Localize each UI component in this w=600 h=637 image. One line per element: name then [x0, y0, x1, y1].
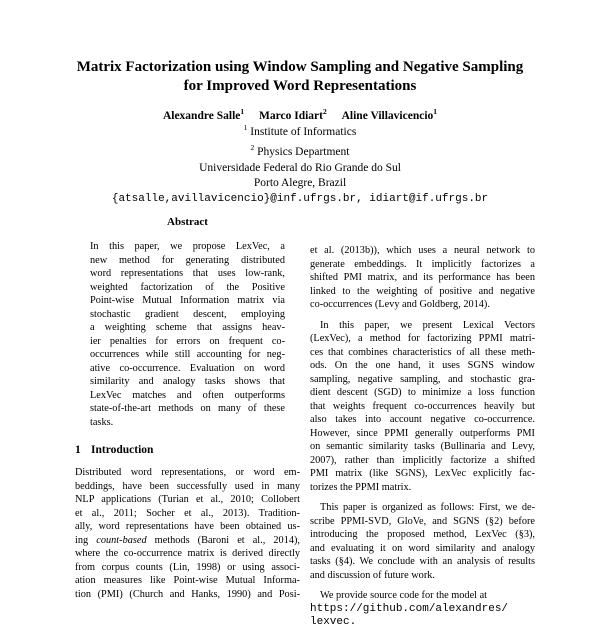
abstract-line: occurrences while still accounting for neg- — [90, 349, 285, 360]
intro-line: NLP applications (Turian et al., 2010; Collobert — [75, 494, 300, 505]
body-line: also takes into account negative co-occurrence. — [310, 414, 535, 425]
body-line: (LexVec), a method for factorizing PPMI matri- — [310, 333, 535, 344]
body-line: ces that combines characteristics of all these meth- — [310, 346, 535, 358]
title-line-1: Matrix Factorization using Window Sampling and Negative Sampling — [76, 59, 524, 75]
abstract-line: In this paper, we propose LexVec, a — [90, 241, 285, 252]
abstract-body — [75, 240, 300, 429]
intro-line: where the co-occurrence matrix is derived directly — [75, 548, 300, 559]
body-line: In this paper, we present Lexical Vectors — [320, 319, 535, 331]
affil-mark: 2 — [250, 143, 255, 153]
body-line: However, since PPMI generally outperforms PMI — [310, 427, 535, 439]
affiliation-1 — [40, 120, 560, 140]
intro-line: ation measures like Point-wise Mutual Informa- — [75, 575, 300, 586]
body-line: linked to the weighting of positive and negative — [310, 285, 535, 297]
university: Universidade Federal do Rio Grande do Sul — [199, 161, 401, 174]
body-line: on semantic similarity tasks (Bullinaria and Levy, — [310, 441, 535, 452]
source-code-link-continued[interactable]: lexvec. — [310, 616, 357, 628]
abstract-line: a weighting scheme that assigns heav- — [90, 322, 285, 333]
body-line: ods. On the one hand, it uses SGNS window — [310, 360, 535, 371]
paragraph-1 — [310, 244, 535, 312]
body-line: We provide source code for the model at — [320, 590, 488, 601]
body-line: sampling, negative sampling, and stochastic gra- — [310, 373, 535, 385]
body-line: et al. (2013b)), which uses a neural network to — [310, 245, 535, 256]
email-addresses: {atsalle,avillavicencio}@inf.ufrgs.br, idiart@if.ufrgs.br — [111, 192, 489, 205]
intro-line: tion (PMI) (Church and Hanks, 1990) and Posi- — [75, 588, 300, 600]
paper-title — [40, 58, 560, 96]
author-name: Aline Villavicencio — [341, 109, 434, 122]
body-line: tasks (§4). We conclude with an analysis of results — [310, 556, 535, 567]
intro-line-emphasis — [75, 534, 300, 548]
author-affil-mark: 2 — [322, 107, 327, 116]
paragraph-2 — [310, 319, 535, 495]
body-line: and evaluating it on word similarity and analogy — [310, 542, 535, 554]
intro-line: ally, word representations have been obtained us- — [75, 521, 300, 532]
body-line: and discussion of future work. — [310, 569, 435, 581]
intro-line: et al., 2011; Socher et al., 2013). Tradition- — [75, 507, 300, 519]
affiliation-2 — [40, 140, 560, 160]
intro-text: methods (Baroni et al., 2014), — [146, 534, 300, 546]
section-title: Introduction — [91, 444, 154, 456]
intro-emphasis: count-based — [96, 534, 147, 546]
right-column — [310, 244, 535, 637]
body-line: that weights frequent co-occurrences heavily but — [310, 400, 535, 412]
section-number: 1 — [75, 444, 81, 456]
author-affil-mark: 1 — [240, 107, 245, 116]
source-code-link[interactable]: https://github.com/alexandres/ — [310, 602, 509, 615]
paragraph-4 — [310, 589, 535, 630]
title-line-2: for Improved Word Representations — [183, 78, 417, 94]
abstract-line: ative co-occurrence. Evaluation on word — [90, 362, 285, 374]
abstract-line: stochastic gradient descent, employing — [90, 308, 285, 320]
body-line: dient descent (SGD) to minimize a loss function — [310, 387, 535, 398]
abstract-line: state-of-the-art methods on many of these — [90, 403, 285, 414]
left-column — [75, 215, 300, 601]
abstract-line: LexVec matches and often outperforms — [90, 389, 285, 401]
body-line: PMI matrix (like SGNS), LexVec explicitly fac- — [310, 468, 535, 479]
body-line: generate embeddings. It implicitly factorizes a — [310, 258, 535, 270]
affil-text: Institute of Informatics — [250, 125, 357, 138]
introduction-body — [75, 466, 300, 601]
abstract-line: word representations that uses low-rank, — [90, 268, 285, 279]
body-line: co-occurrences (Levy and Goldberg, 2014). — [310, 299, 490, 310]
author-affil-mark: 1 — [433, 107, 438, 116]
abstract-heading: Abstract — [167, 216, 208, 228]
intro-line: beddings, have been successfully used in many — [75, 480, 300, 492]
abstract-line: new method for generating distributed — [90, 254, 285, 266]
body-line: 2007), rather than implicitly factorize a shifted — [310, 454, 535, 466]
abstract-line: tasks. — [90, 416, 114, 428]
affil-mark: 1 — [243, 123, 248, 132]
author-name: Alexandre Salle — [162, 109, 241, 122]
intro-line: from corpus counts (Lin, 1998) or using associ- — [75, 561, 300, 573]
author-name: Marco Idiart — [259, 109, 323, 122]
affiliations — [40, 120, 560, 207]
body-line: This paper is organized as follows: First, we de- — [320, 502, 535, 513]
intro-line: Distributed word representations, or word em- — [75, 467, 300, 478]
intro-text: ing — [75, 534, 97, 546]
abstract-line: similarity and analogy tasks shows that — [90, 376, 285, 387]
paragraph-3 — [310, 501, 535, 582]
abstract-line: ier penalties for errors on frequent co- — [90, 335, 285, 347]
abstract-line: weighted factorization of the Positive — [90, 281, 285, 293]
section-heading-introduction — [75, 443, 300, 457]
affil-text: Physics Department — [257, 146, 350, 159]
body-line: scribe PPMI-SVD, GloVe, and SGNS (§2) before — [310, 515, 535, 527]
body-line: introducing the proposed method, LexVec (§3), — [310, 529, 535, 540]
body-line: torizes the PPMI matrix. — [310, 481, 412, 493]
city: Porto Alegre, Brazil — [253, 177, 347, 190]
abstract-line: Point-wise Mutual Information matrix via — [90, 295, 285, 306]
body-line: shifted PMI matrix, and its performance has been — [310, 272, 535, 283]
